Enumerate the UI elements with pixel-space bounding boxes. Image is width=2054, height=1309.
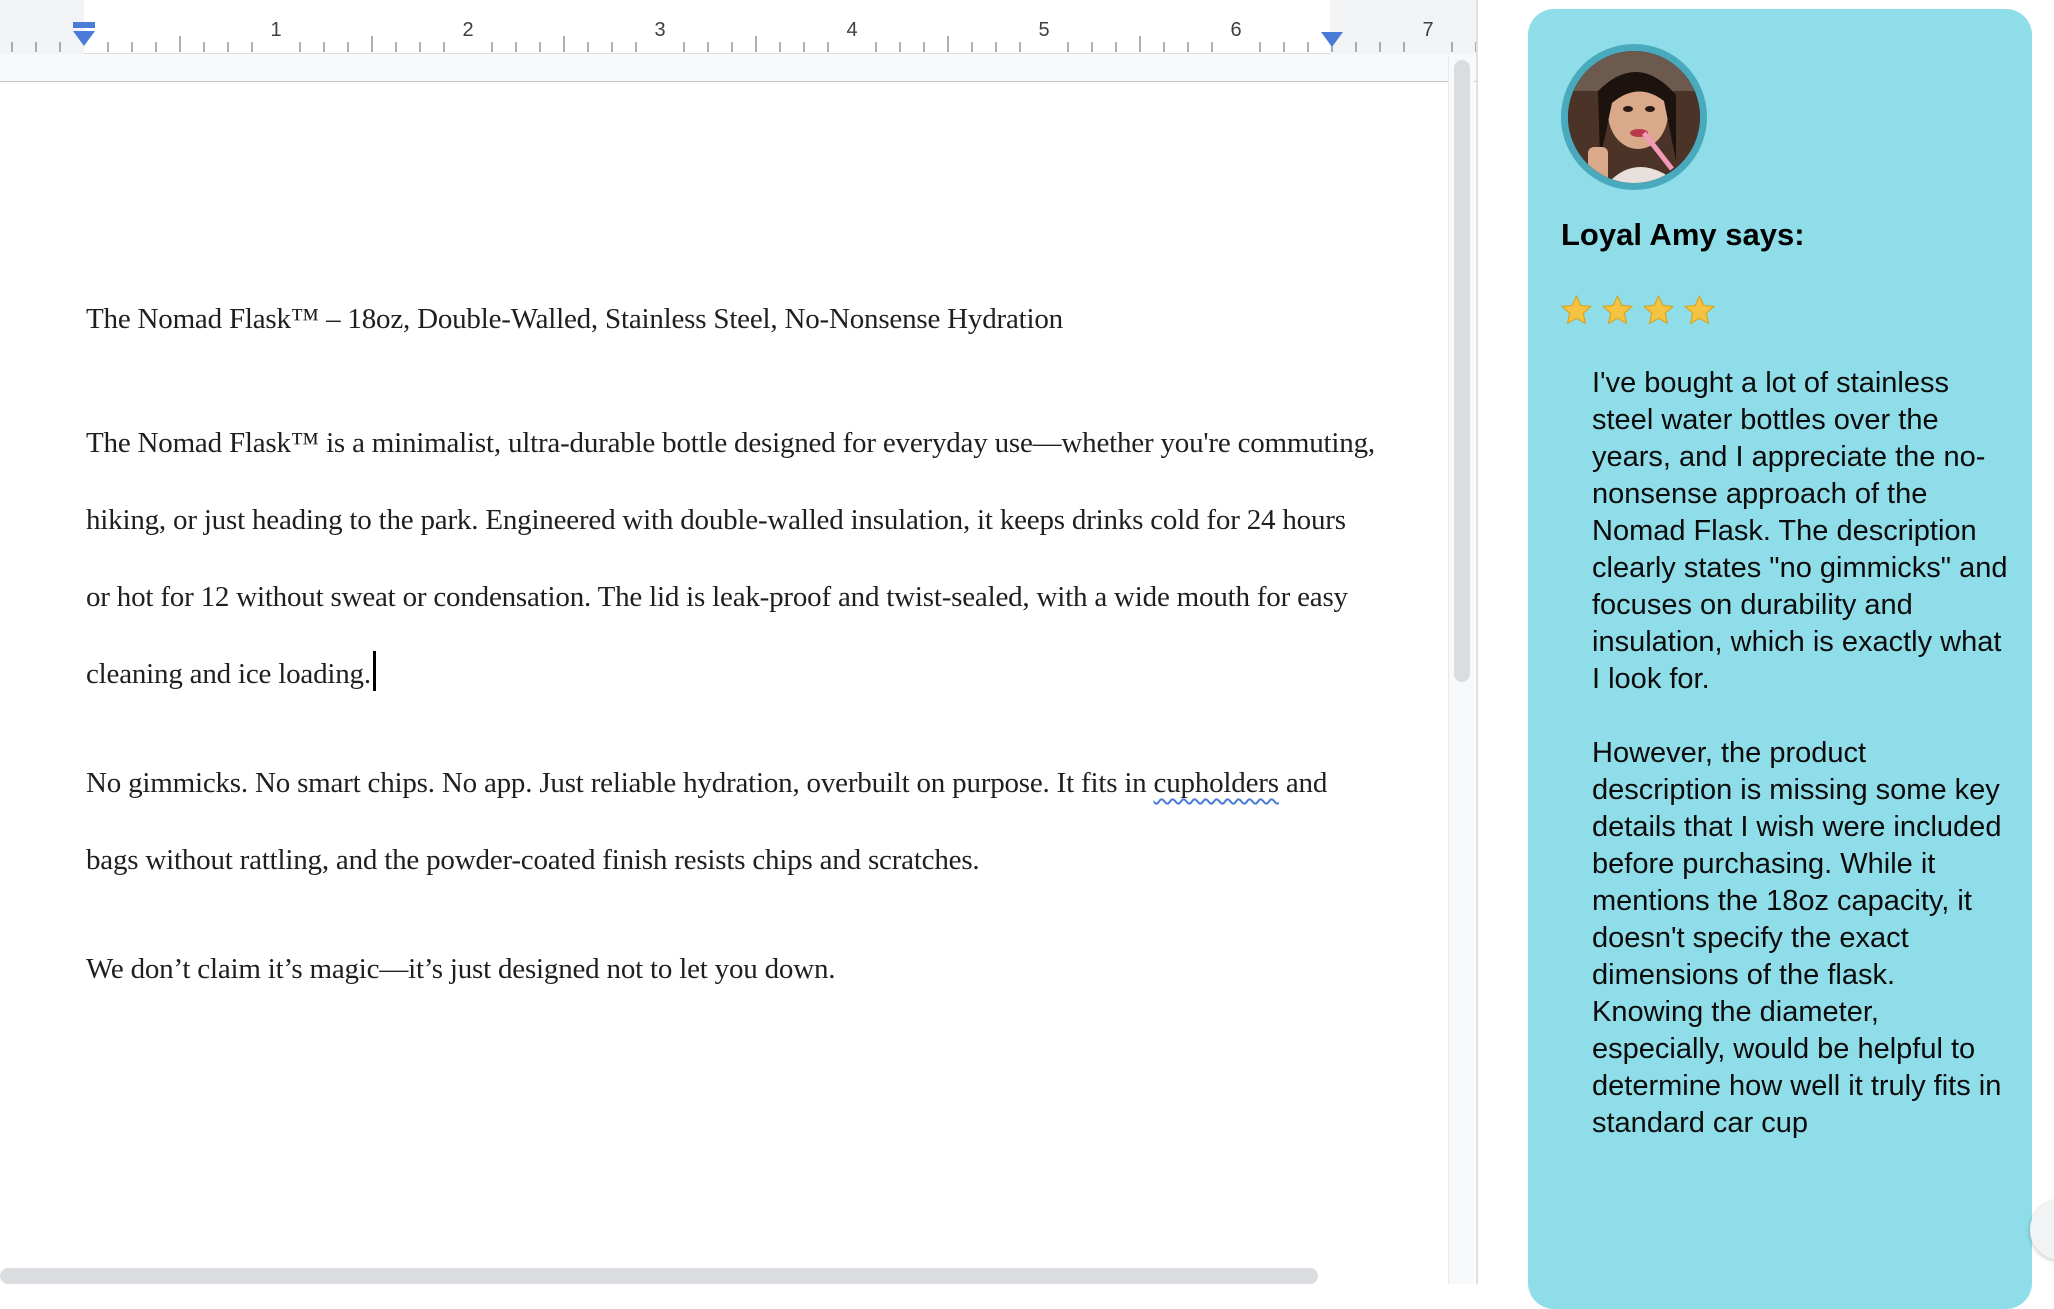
star-icon xyxy=(1560,294,1593,327)
ruler-scale xyxy=(0,0,1478,54)
star-icon xyxy=(1683,294,1716,327)
text-cursor xyxy=(373,651,376,691)
review-side-panel xyxy=(1478,0,2054,1284)
spelling-error-word[interactable]: cupholders xyxy=(1153,767,1279,799)
avatar-photo xyxy=(1568,51,1700,183)
review-body xyxy=(1592,365,2012,1179)
ruler-number: 7 xyxy=(1422,19,1434,41)
document-paragraph-3[interactable]: We don’t claim it’s magic—it’s just designed not to let you down. xyxy=(86,953,836,985)
document-title[interactable]: The Nomad Flask™ – 18oz, Double-Walled, Stainless Steel, No-Nonsense Hydration xyxy=(86,303,1063,335)
ruler-number: 5 xyxy=(1038,19,1050,41)
review-card xyxy=(1528,9,2032,1309)
vertical-scrollbar-thumb[interactable] xyxy=(1454,60,1470,682)
ruler-number: 1 xyxy=(270,19,282,41)
document-paragraph-2[interactable] xyxy=(86,745,1376,899)
ruler-number: 2 xyxy=(462,19,474,41)
paragraph-2-text-start[interactable]: No gimmicks. No smart chips. No app. Just reliable hydration, overbuilt on purpose. It fits in xyxy=(86,767,1154,799)
review-paragraph-2: However, the product description is missing some key details that I wish were included before purchasing. While it mentions the 18oz capacity, it doesn't specify the exact dimensions of the flask. Knowing the diameter, especially, would be helpful to determine how well it truly fits in standard car cup xyxy=(1592,737,2002,1139)
review-paragraph-1: I've bought a lot of stainless steel water bottles over the years, and I appreciate the no-nonsense approach of the Nomad Flask. The description clearly states "no gimmicks" and focuses on durability and insulation, which is exactly what I look for. xyxy=(1592,367,2008,695)
horizontal-ruler[interactable] xyxy=(0,0,1478,54)
document-page[interactable] xyxy=(0,83,1446,1284)
horizontal-scrollbar-thumb[interactable] xyxy=(0,1268,1318,1284)
ruler-number: 6 xyxy=(1230,19,1242,41)
star-icon xyxy=(1601,294,1634,327)
avatar-portrait-icon xyxy=(1568,51,1700,183)
ruler-number: 3 xyxy=(654,19,666,41)
document-paragraph-1[interactable] xyxy=(86,405,1376,713)
document-body[interactable] xyxy=(86,299,1376,1040)
left-indent-marker-icon[interactable] xyxy=(70,22,98,50)
star-icon xyxy=(1642,294,1675,327)
ruler-bar xyxy=(0,0,1478,82)
right-indent-marker-icon[interactable] xyxy=(1318,30,1346,52)
avatar xyxy=(1561,44,1707,190)
ruler-number: 4 xyxy=(846,19,858,41)
star-rating xyxy=(1560,294,1716,327)
paragraph-1-text[interactable]: The Nomad Flask™ is a minimalist, ultra-durable bottle designed for everyday use—whether you're commuting, hiking, or just heading to the park. Engineered with double-walled insulation, it keeps drinks cold for 24 hours or hot for 12 without sweat or condensation. The lid is leak-proof and twist-sealed, with a wide mouth for easy cleaning and ice loading. xyxy=(86,427,1375,690)
reviewer-name: Loyal Amy says: xyxy=(1561,217,1805,252)
paragraph-2-text-end[interactable]: and bags without rattling, and the powder-coated finish resists chips and scratches. xyxy=(86,767,1328,876)
